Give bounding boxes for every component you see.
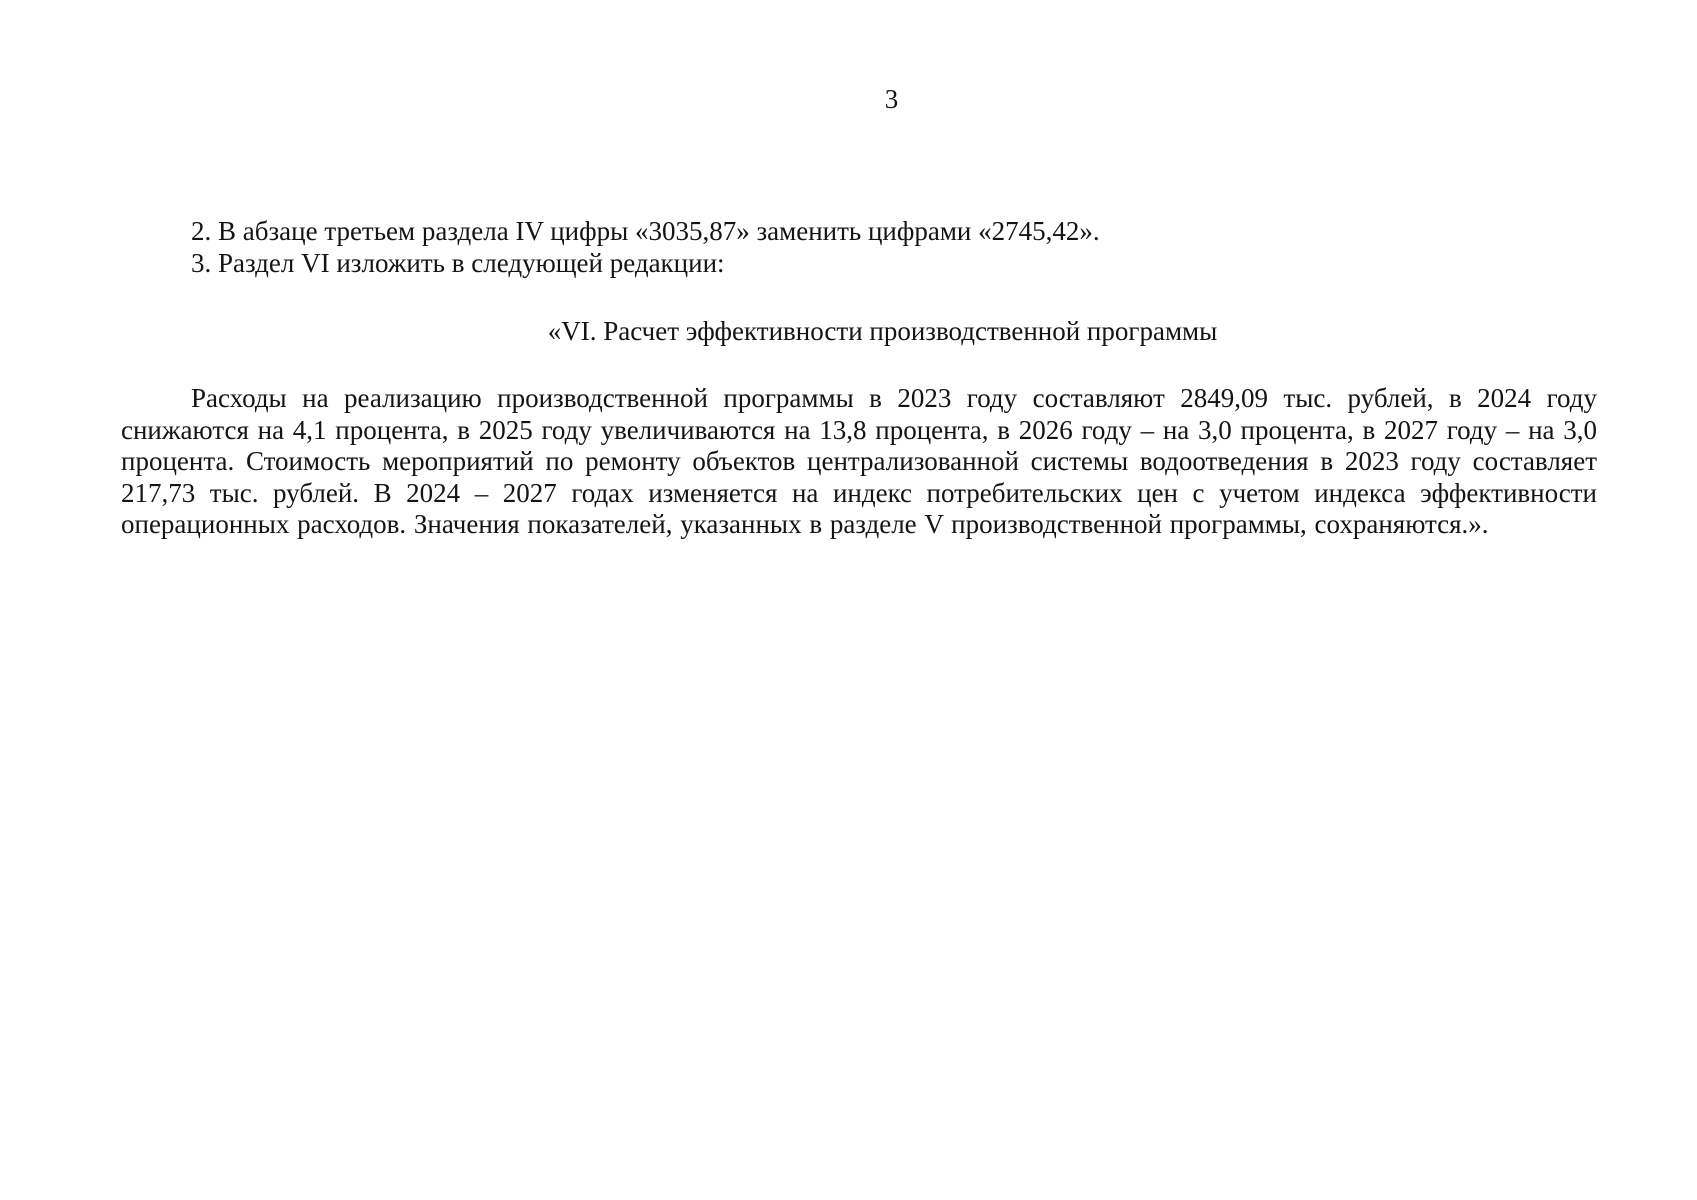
amendment-item-2: 2. В абзаце третьем раздела IV цифры «3035,87» заменить цифрами «2745,42». [191,216,1100,246]
page-number: 3 [884,84,899,114]
amendment-item-3: 3. Раздел VI изложить в следующей редакции: [191,248,725,278]
body-paragraph: Расходы на реализацию производственной программы в 2023 году составляют 2849,09 тыс. рублей, в 2024 году снижаются на 4,1 процента, в 2025 году увеличиваются на 13,8 процента, в 2026 году – на 3,0 процента, в 2027 году – на 3,0 процента. Стоимость мероприятий по ремонту объектов централизованной системы водоотведения в 2023 году составляет 217,73 тыс. рублей. В 2024 – 2027 годах изменяется на индекс потребительских цен с учетом индекса эффективности операционных расходов. Значения показателей, указанных в разделе V производственной программы, сохраняются.». [121,383,1597,539]
section-heading: «VI. Расчет эффективности производственной программы [547,316,1218,346]
